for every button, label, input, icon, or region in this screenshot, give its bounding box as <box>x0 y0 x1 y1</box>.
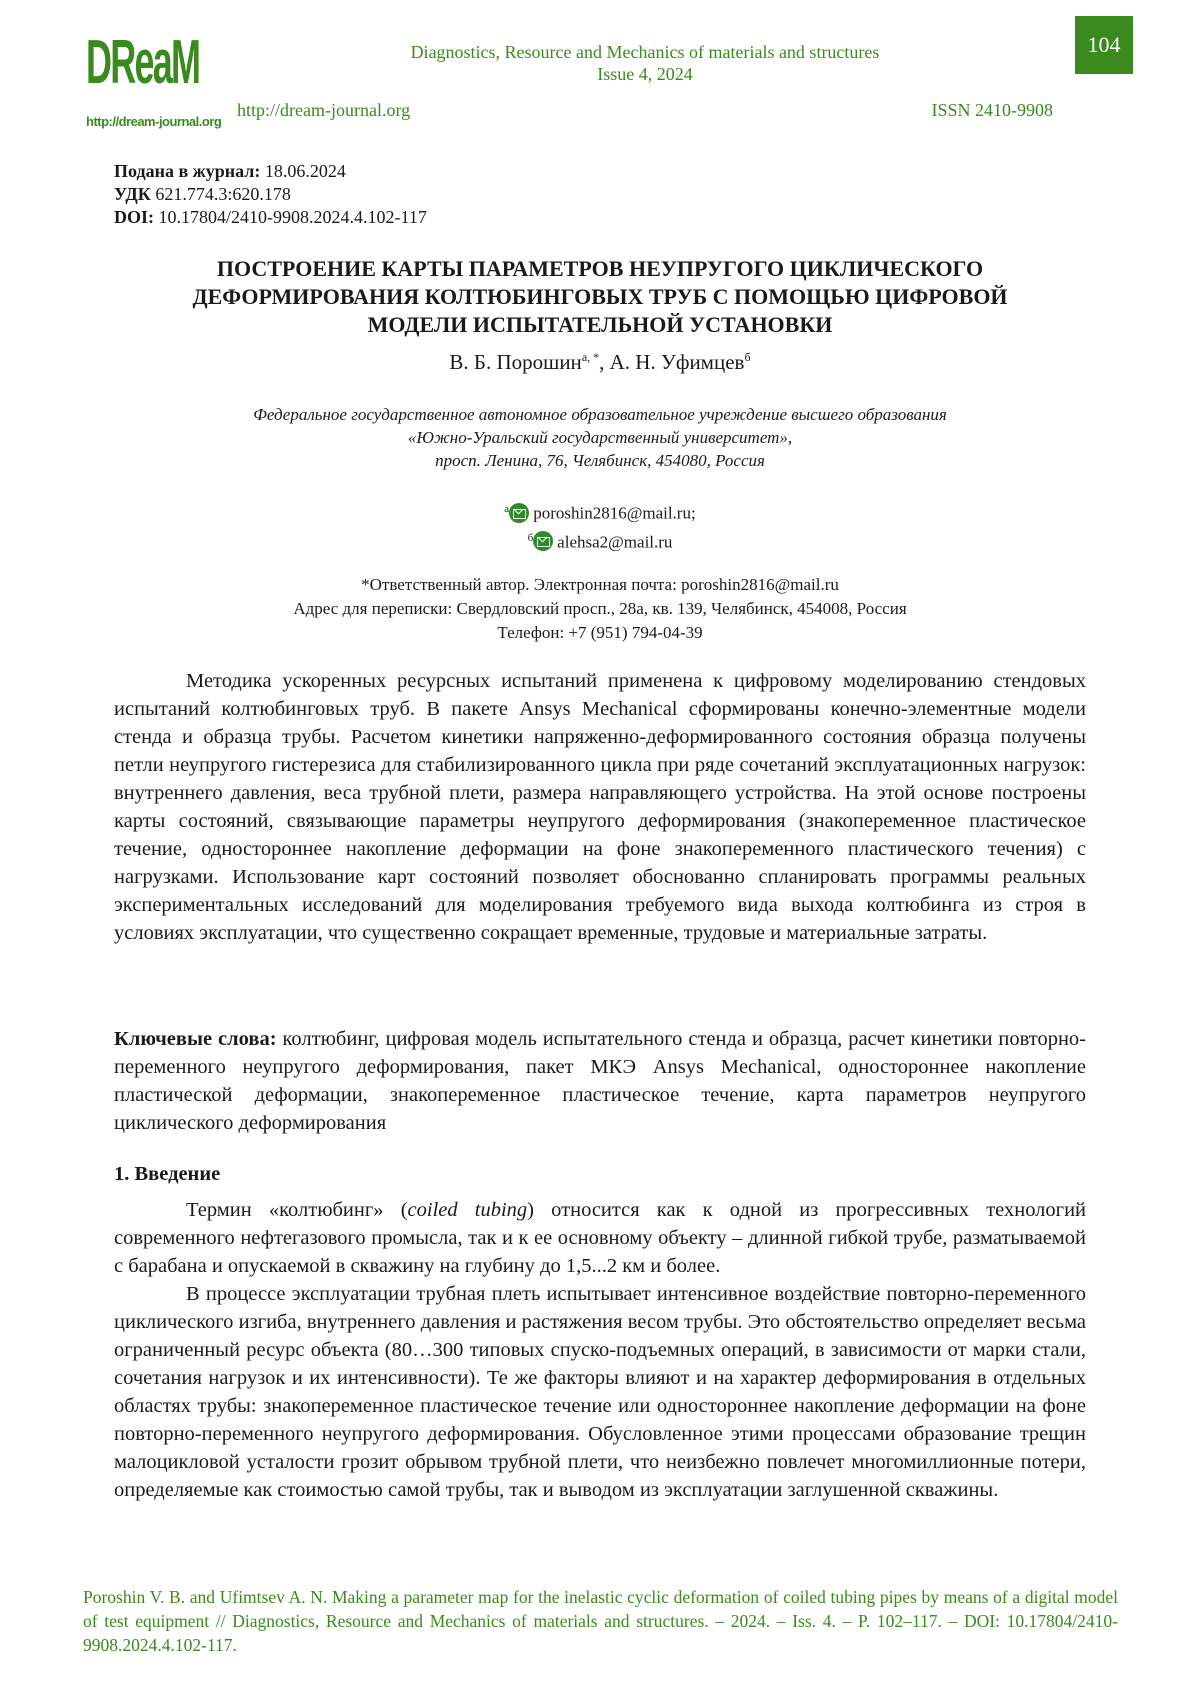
journal-name <box>0 41 1200 85</box>
submitted-label: Подана в журнал: <box>114 161 261 181</box>
correspondence <box>0 573 1200 645</box>
email-mark: б <box>527 531 534 544</box>
correspondence-address: Адрес для переписки: Свердловский просп., 28а, кв. 139, Челябинск, 454008, Россия <box>293 599 907 618</box>
phone: Телефон: +7 (951) 794-04-39 <box>497 623 703 642</box>
paragraph-text: Термин «колтюбинг» ( <box>186 1199 408 1221</box>
udk-label: УДК <box>114 184 151 204</box>
doi-value: 10.17804/2410-9908.2024.4.102-117 <box>158 207 427 227</box>
envelope-icon <box>533 531 553 551</box>
paragraph-text: ) относится как к одной из прогрессивных технологий современного нефтегазового промысла, так и к ее основному объекту – длинной гибкой трубе, разматываемой с барабана и опускаемой в скважину на глубину до 1,5...2 км и более. <box>114 1199 1087 1277</box>
author-name: А. Н. Уфимцев <box>609 350 745 374</box>
logo-url: http://dream-journal.org <box>86 114 222 129</box>
title-line: ПОСТРОЕНИЕ КАРТЫ ПАРАМЕТРОВ НЕУПРУГОГО ЦИКЛИЧЕСКОГО <box>216 256 984 281</box>
article-meta <box>114 160 427 229</box>
corresponding-author: *Ответственный автор. Электронная почта: poroshin2816@mail.ru <box>361 575 839 594</box>
keywords-label: Ключевые слова: <box>114 1028 277 1050</box>
author-affil-mark: б <box>744 350 751 364</box>
paragraph <box>114 1196 1086 1280</box>
paragraph: В процессе эксплуатации трубная плеть испытывает интенсивное воздействие повторно-переменного циклического изгиба, внутреннего давления и растяжения весом трубы. Это обстоятельство определяет весьма ограниченный ресурс объекта (80…300 типовых спуско-подъемных операций, в зависимости от марки стали, сочетания нагрузок и их интенсивности). Те же факторы влияют и на характер деформирования в отдельных областях трубы: знакопеременное пластическое течение или одностороннее накопление деформации на фоне повторно-переменного неупругого деформирования. Обусловленное этими процессами образование трещин малоцикловой усталости грозит обрывом трубной плети, что неизбежно повлечет многомиллионные потери, определяемые как стоимостью самой трубы, так и выводом из эксплуатации заглушенной скважины. <box>114 1283 1086 1501</box>
submitted-date: 18.06.2024 <box>264 161 346 181</box>
email-mark: а <box>504 503 510 515</box>
issn: ISSN 2410-9908 <box>931 100 1053 120</box>
affiliation-line: Федеральное государственное автономное образовательное учреждение высшего образования <box>253 405 947 424</box>
journal-issue: Issue 4, 2024 <box>597 64 693 84</box>
author-emails <box>0 497 1200 554</box>
section-title: 1. Введение <box>114 1163 221 1185</box>
title-line: ДЕФОРМИРОВАНИЯ КОЛТЮБИНГОВЫХ ТРУБ С ПОМОЩЬЮ ЦИФРОВОЙ <box>192 284 1008 309</box>
term-english: coiled tubing <box>407 1199 528 1221</box>
affiliation <box>120 403 1080 472</box>
title-line: МОДЕЛИ ИСПЫТАТЕЛЬНОЙ УСТАНОВКИ <box>367 312 833 337</box>
abstract <box>114 667 1086 947</box>
introduction <box>114 1196 1086 1504</box>
author-separator: , <box>599 350 610 374</box>
authors <box>0 350 1200 375</box>
page-number: 104 <box>1075 16 1133 74</box>
email-link[interactable]: poroshin2816@mail.ru; <box>533 503 696 523</box>
envelope-icon <box>509 503 529 523</box>
article-title <box>120 255 1080 339</box>
author-name: В. Б. Порошин <box>449 350 582 374</box>
affiliation-line: «Южно-Уральский государственный университет», <box>407 428 793 447</box>
citation-footer: Poroshin V. B. and Ufimtsev A. N. Making a parameter map for the inelastic cyclic deformation of coiled tubing pipes by means of a digital model of test equipment // Diagnostics, Resource and Mechanics of materials and structures. – 2024. – Iss. 4. – P. 102–117. – DOI: 10.17804/2410-9908.2024.4.102-117. <box>83 1587 1118 1655</box>
logo-wordmark: DReaM <box>86 28 200 97</box>
journal-title: Diagnostics, Resource and Mechanics of materials and structures <box>410 42 880 62</box>
udk-value: 621.774.3:620.178 <box>155 184 291 204</box>
keywords <box>114 1025 1086 1137</box>
author-affil-mark: а, * <box>581 350 600 364</box>
keywords-text: колтюбинг, цифровая модель испытательного стенда и образца, расчет кинетики повторно-переменного неупругого деформирования, пакет МКЭ Ansys Mechanical, одностороннее накопление пластической деформации, знакопеременное пластическое течение, карта параметров неупругого циклического деформирования <box>114 1028 1087 1134</box>
journal-url-link[interactable]: http://dream-journal.org <box>237 100 411 120</box>
abstract-text: Методика ускоренных ресурсных испытаний применена к цифровому моделированию стендовых испытаний колтюбинговых труб. В пакете Ansys Mechanical сформированы конечно-элементные модели стенда и образца трубы. Расчетом кинетики напряженно-деформированного состояния образца получены петли неупругого гистерезиса для стабилизированного цикла при ряде сочетаний эксплуатационных нагрузок: внутреннего давления, веса трубной плети, размера направляющего устройства. На этой основе построены карты состояний, связывающие параметры неупругого деформирования (знакопеременное пластическое течение, одностороннее накопление деформации на фоне знакопеременного пластического течения) с нагрузками. Использование карт состояний позволяет обоснованно спланировать программы реальных экспериментальных исследований для моделирования требуемого вида выхода колтюбинга из строя в условиях эксплуатации, что существенно сокращает временные, трудовые и материальные затраты. <box>114 670 1086 944</box>
affiliation-line: просп. Ленина, 76, Челябинск, 454080, Россия <box>435 451 765 470</box>
email-link[interactable]: alehsa2@mail.ru <box>557 532 673 552</box>
doi-label: DOI: <box>114 207 154 227</box>
